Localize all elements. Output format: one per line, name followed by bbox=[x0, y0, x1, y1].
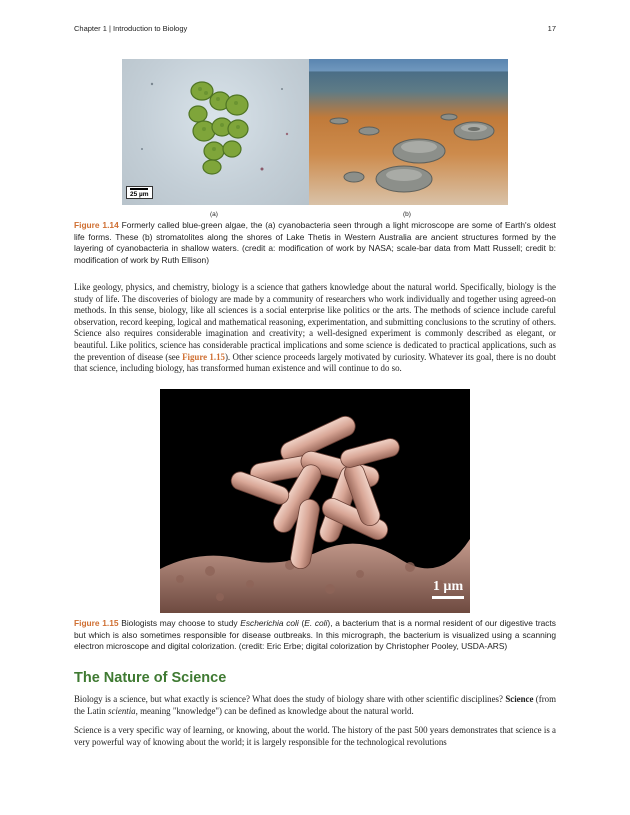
figure-1-14-number: Figure 1.14 bbox=[74, 220, 119, 230]
cyanobacteria-micrograph bbox=[122, 59, 309, 205]
cyanobacteria-illustration bbox=[122, 59, 309, 205]
scale-bar-1um-line bbox=[432, 596, 464, 599]
figure-1-15-italic-2: E. coli bbox=[304, 618, 328, 628]
figure-1-15-italic-1: Escherichia coli bbox=[240, 618, 299, 628]
scale-bar-1um bbox=[432, 579, 464, 599]
chapter-title: Chapter 1 | Introduction to Biology bbox=[74, 24, 188, 33]
scale-bar-1um-label: 1 µm bbox=[432, 579, 464, 594]
section-paragraph-2 bbox=[74, 725, 556, 748]
e-coli-illustration bbox=[160, 389, 470, 613]
figure-1-15-caption bbox=[74, 618, 556, 653]
figure-1-14 bbox=[122, 59, 508, 205]
figure-1-15-caption-part2: ( bbox=[298, 618, 305, 628]
figure-1-14-caption-text: Formerly called blue-green algae, the (a) cyanobacteria seen through a light microscope are some of Earth's oldest life forms. These (b) stromatolites along the shores of Lake Thetis in Western Australia are ancient structures formed by the layering of cyanobacteria in shallow waters. (credit a: modification of work by NASA; scale-bar data from Matt Russell; credit b: modification of work by Ruth Ellison) bbox=[74, 220, 557, 265]
science-term: Science bbox=[505, 694, 534, 704]
section-paragraph-1 bbox=[74, 694, 556, 717]
figure-1-15-number: Figure 1.15 bbox=[74, 618, 119, 628]
scale-bar-line bbox=[130, 188, 148, 190]
figure-1-15-link[interactable]: Figure 1.15 bbox=[182, 351, 225, 362]
section-p1-part3: , meaning "knowledge") can be defined as knowledge about the natural world. bbox=[135, 705, 414, 716]
body-paragraph-1 bbox=[74, 282, 556, 375]
figure-1-15-caption-part3: ), a bacterium that is a normal resident of our digestive tracts but which is also sometimes responsible for disease outbreaks. In this micrograph, the bacterium is visualized using a scanning electron microscope and digital colorization. (credit: Eric Erbe; digital colorization by Christopher Pooley, USDA-ARS) bbox=[74, 618, 556, 651]
section-title: The Nature of Science bbox=[74, 670, 227, 686]
section-p1-part1: Biology is a science, but what exactly is science? What does the study of biology share with other scientific disciplines? bbox=[74, 694, 506, 704]
section-p1-part2: (from the Latin bbox=[74, 694, 556, 716]
e-coli-micrograph bbox=[160, 389, 470, 613]
page-number: 17 bbox=[547, 24, 556, 33]
latin-term: scientia bbox=[108, 705, 136, 716]
stromatolites-photo bbox=[309, 59, 508, 205]
figure-1-14-caption bbox=[74, 220, 556, 266]
paragraph-1-text-b: ). Other science proceeds largely motivated by curiosity. Whatever its goal, there is no doubt that science, including biology, has transformed human existence and will continue to do so. bbox=[74, 351, 556, 374]
stromatolites-illustration bbox=[309, 59, 508, 205]
scale-bar-label: 25 µm bbox=[130, 191, 149, 198]
panel-b-label: (b) bbox=[403, 211, 411, 218]
scale-bar bbox=[126, 186, 153, 199]
figure-1-15-caption-part1: Biologists may choose to study bbox=[118, 618, 241, 628]
section-p2-text: Science is a very specific way of learning, or knowing, about the world. The history of the past 500 years demonstrates that science is a very powerful way of knowing about the world; it is largely responsible for the technological revolutions bbox=[74, 725, 556, 747]
paragraph-1-text-a: Like geology, physics, and chemistry, biology is a science that gathers knowledge about the natural world. Specifically, biology is the study of life. The discoveries of biology are made by a community of researchers who work individually and together using agreed-on methods. In this sense, biology, like all sciences is a social enterprise like politics or the arts. The methods of science include careful observation, record keeping, logical and mathematical reasoning, experimentation, and submitting conclusions to the scrutiny of others. Science also requires considerable imagination and creativity; a well-designed experiment is commonly described as elegant, or beautiful. Like politics, science has considerable practical implications and some science is dedicated to practical applications, such as the prevention of disease (see bbox=[74, 282, 556, 362]
panel-a-label: (a) bbox=[210, 211, 218, 218]
